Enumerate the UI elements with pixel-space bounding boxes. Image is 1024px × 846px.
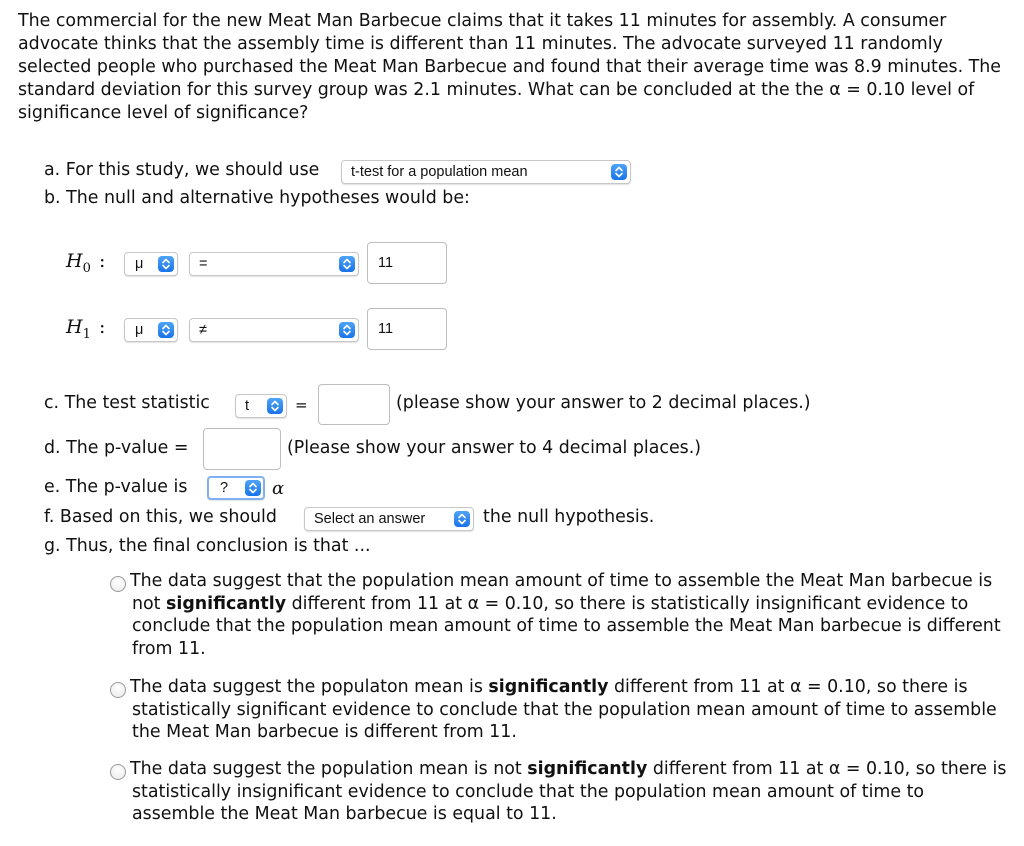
part-f-label: f. Based on this, we should <box>44 507 277 527</box>
chevron-updown-icon <box>339 256 355 272</box>
h1-label: $H_1$ <box>66 316 91 342</box>
chevron-updown-icon <box>454 511 470 527</box>
p-value-compare-select[interactable] <box>207 476 265 500</box>
part-e-label: e. The p-value is <box>44 477 188 497</box>
h1-value-input[interactable] <box>367 308 447 350</box>
part-c-note: (please show your answer to 2 decimal places.) <box>396 393 811 413</box>
conclusion-option-1: The data suggest that the population mean amount of time to assemble the Meat Man barbecue is not significantly different from 11 at α = 0.10, so there is statistically insignificant evidence to conclude that the population mean amount of time to assemble the Meat Man barbecue is different from 11. <box>130 571 1001 659</box>
h0-label: $H_0$ <box>66 250 91 276</box>
h0-colon: : <box>99 250 106 272</box>
decision-select-value: Select an answer <box>314 511 426 527</box>
h0-operator-select[interactable] <box>189 252 359 276</box>
chevron-updown-icon <box>339 322 355 338</box>
part-g-label: g. Thus, the final conclusion is that ... <box>44 536 371 556</box>
chevron-updown-icon <box>611 164 627 180</box>
p-value-compare-value: ? <box>220 480 229 496</box>
test-statistic-input[interactable] <box>318 384 390 425</box>
part-d-label: d. The p-value = <box>44 438 189 458</box>
decision-select[interactable] <box>304 507 474 531</box>
h1-value-text: 11 <box>378 321 394 337</box>
h0-value-input[interactable] <box>367 242 447 284</box>
conclusion-radio-2[interactable] <box>110 682 126 698</box>
chevron-updown-icon <box>245 480 261 496</box>
equals-sign: = <box>295 396 308 414</box>
h1-colon: : <box>99 316 106 338</box>
part-c-label: c. The test statistic <box>44 393 210 413</box>
alpha-symbol: α <box>272 478 285 499</box>
h1-param-select[interactable] <box>124 318 178 342</box>
test-type-select[interactable] <box>341 160 631 184</box>
conclusion-option-2: The data suggest the populaton mean is significantly different from 11 at α = 0.10, so there is statistically significant evidence to conclude that the population mean amount of time to assemble the Meat Man barbecue is different from 11. <box>130 677 997 742</box>
p-value-input[interactable] <box>203 428 281 470</box>
conclusion-radio-1[interactable] <box>110 576 126 592</box>
conclusion-radio-3[interactable] <box>110 764 126 780</box>
h1-param-value: μ <box>135 322 144 338</box>
chevron-updown-icon <box>158 322 174 338</box>
part-d-note: (Please show your answer to 4 decimal places.) <box>287 438 702 458</box>
h0-value-text: 11 <box>378 255 394 271</box>
part-b-label: b. The null and alternative hypotheses would be: <box>44 188 470 208</box>
chevron-updown-icon <box>158 256 174 272</box>
h1-operator-select[interactable] <box>189 318 359 342</box>
h1-operator-value: ≠ <box>199 322 207 338</box>
h0-param-select[interactable] <box>124 252 178 276</box>
part-f-suffix: the null hypothesis. <box>483 507 655 527</box>
h0-param-value: μ <box>135 256 144 272</box>
test-statistic-select-value: t <box>245 398 250 414</box>
test-type-select-value: t-test for a population mean <box>351 164 528 180</box>
test-statistic-select[interactable] <box>235 394 287 418</box>
h0-operator-value: = <box>199 256 208 272</box>
chevron-updown-icon <box>267 398 283 414</box>
problem-statement: The commercial for the new Meat Man Barbecue claims that it takes 11 minutes for assembly. A consumer advocate thinks that the assembly time is different than 11 minutes. The advocate surveyed 11 randomly selected people who purchased the Meat Man Barbecue and found that their average time was 8.9 minutes. The standard deviation for this survey group was 2.1 minutes. What can be concluded at the the α = 0.10 level of significance level of significance? <box>18 11 1001 123</box>
conclusion-option-3: The data suggest the population mean is not significantly different from 11 at α = 0.10, so there is statistically insignificant evidence to conclude that the population mean amount of time to assemble the Meat Man barbecue is equal to 11. <box>130 759 1007 824</box>
part-a-label: a. For this study, we should use <box>44 160 320 180</box>
